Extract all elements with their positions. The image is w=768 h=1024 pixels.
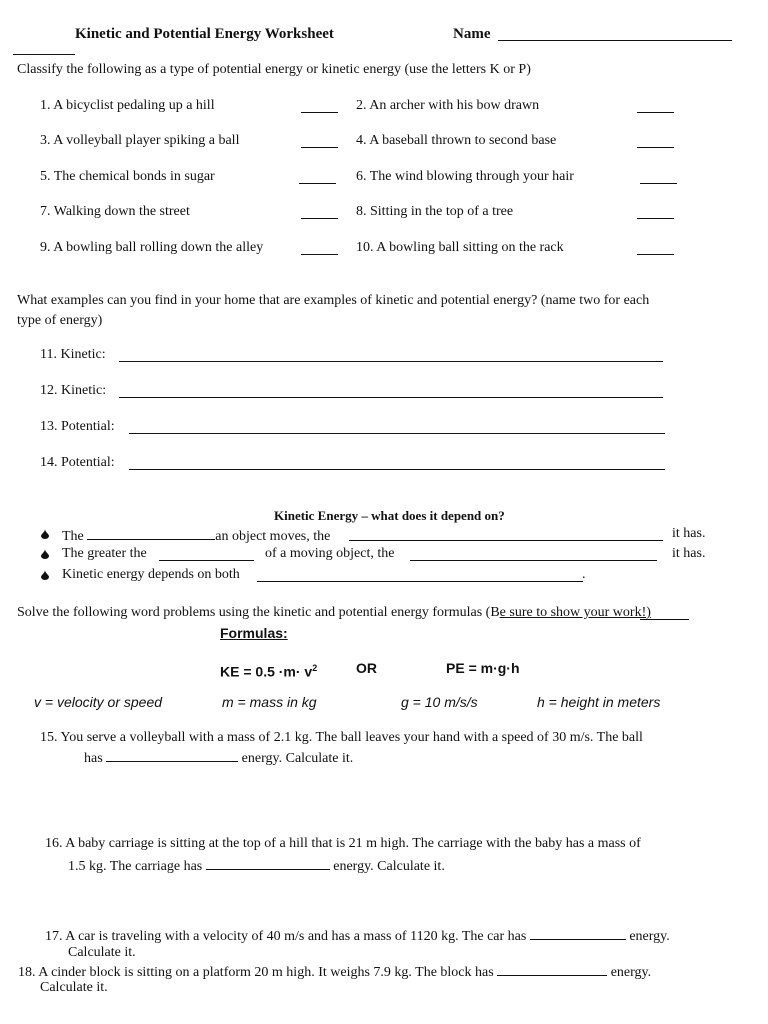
bullet-icon	[41, 549, 49, 559]
problem-18-line2: Calculate it.	[40, 980, 108, 995]
classify-item: 2. An archer with his bow drawn	[356, 98, 540, 113]
p17-text: 17. A car is traveling with a velocity of 40 m/s and has a mass of 1120 kg. The car has	[45, 929, 527, 944]
home-item: 11. Kinetic:	[40, 347, 106, 362]
ke-formula-text: KE = 0.5 ·m· v	[220, 663, 313, 680]
answer-blank[interactable]	[637, 254, 674, 255]
ke-exponent: 2	[312, 663, 318, 673]
legend-item: v = velocity or speed	[34, 694, 163, 710]
legend-item: h = height in meters	[537, 694, 661, 710]
problems-instruction	[17, 605, 651, 621]
pe-formula: PE = m·g·h	[446, 660, 520, 676]
problems-instruction-underlined: e sure to show your work!)	[499, 605, 651, 620]
answer-blank[interactable]	[206, 856, 330, 870]
name-field[interactable]	[498, 40, 732, 41]
depends-b1-end: it has.	[672, 526, 706, 541]
p15-energy: energy. Calculate it.	[241, 751, 354, 766]
depends-b3-start: Kinetic energy depends on both	[62, 567, 240, 582]
problem-16-line2	[68, 856, 445, 875]
classify-item: 5. The chemical bonds in sugar	[40, 169, 215, 184]
p18-text: 18. A cinder block is sitting on a platform 20 m high. It weighs 7.9 kg. The block has	[18, 965, 494, 980]
answer-blank[interactable]	[349, 540, 663, 541]
legend-item: m = mass in kg	[222, 694, 317, 710]
problem-15-line1: 15. You serve a volleyball with a mass of 2.1 kg. The ball leaves your hand with a speed of 30 m/s. The ball	[40, 730, 643, 745]
answer-blank[interactable]	[640, 183, 677, 184]
home-item: 13. Potential:	[40, 419, 115, 434]
answer-blank[interactable]	[257, 581, 583, 582]
p17-energy: energy.	[629, 929, 670, 944]
answer-line[interactable]	[129, 433, 665, 434]
instruction-rule	[640, 619, 689, 620]
answer-line[interactable]	[119, 361, 663, 362]
answer-blank[interactable]	[301, 254, 338, 255]
depends-b2-end: it has.	[672, 546, 706, 561]
answer-blank[interactable]	[301, 147, 338, 148]
p16-energy: energy. Calculate it.	[333, 859, 445, 874]
depends-line1	[62, 526, 330, 545]
answer-blank[interactable]	[637, 112, 674, 113]
answer-blank[interactable]	[301, 112, 338, 113]
bullet-icon	[41, 529, 49, 539]
classify-item: 9. A bowling ball rolling down the alley	[40, 240, 264, 255]
problem-15-line2	[84, 748, 353, 767]
answer-blank[interactable]	[159, 560, 254, 561]
answer-blank[interactable]	[106, 748, 238, 762]
depends-b1-mid: an object moves, the	[215, 529, 331, 544]
answer-blank[interactable]	[87, 526, 215, 540]
home-question-line2: type of energy)	[17, 313, 103, 328]
classify-item: 7. Walking down the street	[40, 204, 190, 219]
problem-18-line1	[18, 962, 651, 981]
home-item: 12. Kinetic:	[40, 383, 107, 398]
classify-instruction: Classify the following as a type of potential energy or kinetic energy (use the letters K or P)	[17, 62, 531, 77]
formulas-label: Formulas:	[220, 625, 288, 641]
depends-b3-end: .	[582, 567, 586, 582]
answer-blank[interactable]	[410, 560, 657, 561]
problems-instruction-pre: Solve the following word problems using the kinetic and potential energy formulas (B	[17, 605, 500, 620]
answer-line[interactable]	[119, 397, 663, 398]
depends-b1-the: The	[62, 529, 84, 544]
header-rule	[13, 54, 75, 55]
home-question-line1: What examples can you find in your home that are examples of kinetic and potential energy? (name two for each	[17, 293, 650, 308]
classify-item: 6. The wind blowing through your hair	[356, 169, 574, 184]
classify-item: 4. A baseball thrown to second base	[356, 133, 557, 148]
depends-b2-start: The greater the	[62, 546, 147, 561]
answer-blank[interactable]	[497, 962, 607, 976]
problem-17-line2: Calculate it.	[68, 945, 136, 960]
p18-energy: energy.	[610, 965, 652, 980]
home-item: 14. Potential:	[40, 455, 115, 470]
ke-formula	[220, 660, 317, 680]
bullet-icon	[41, 570, 49, 580]
page-title: Kinetic and Potential Energy Worksheet	[75, 26, 334, 42]
answer-blank[interactable]	[530, 926, 626, 940]
classify-item: 3. A volleyball player spiking a ball	[40, 133, 240, 148]
answer-blank[interactable]	[637, 147, 674, 148]
problem-16-line1: 16. A baby carriage is sitting at the top of a hill that is 21 m high. The carriage with the baby has a mass of	[45, 836, 641, 851]
answer-blank[interactable]	[637, 218, 674, 219]
or-label: OR	[356, 660, 377, 676]
depends-b2-mid: of a moving object, the	[265, 546, 395, 561]
name-label: Name	[453, 26, 491, 42]
answer-blank[interactable]	[301, 218, 338, 219]
problem-17-line1	[45, 926, 670, 945]
p15-has: has	[84, 751, 103, 766]
depends-heading: Kinetic Energy – what does it depend on?	[274, 508, 505, 523]
answer-blank[interactable]	[299, 183, 336, 184]
classify-item: 10. A bowling ball sitting on the rack	[356, 240, 564, 255]
classify-item: 1. A bicyclist pedaling up a hill	[40, 98, 215, 113]
classify-item: 8. Sitting in the top of a tree	[356, 204, 514, 219]
p16-carriage: 1.5 kg. The carriage has	[68, 859, 203, 874]
answer-line[interactable]	[129, 469, 665, 470]
legend-item: g = 10 m/s/s	[401, 694, 478, 710]
